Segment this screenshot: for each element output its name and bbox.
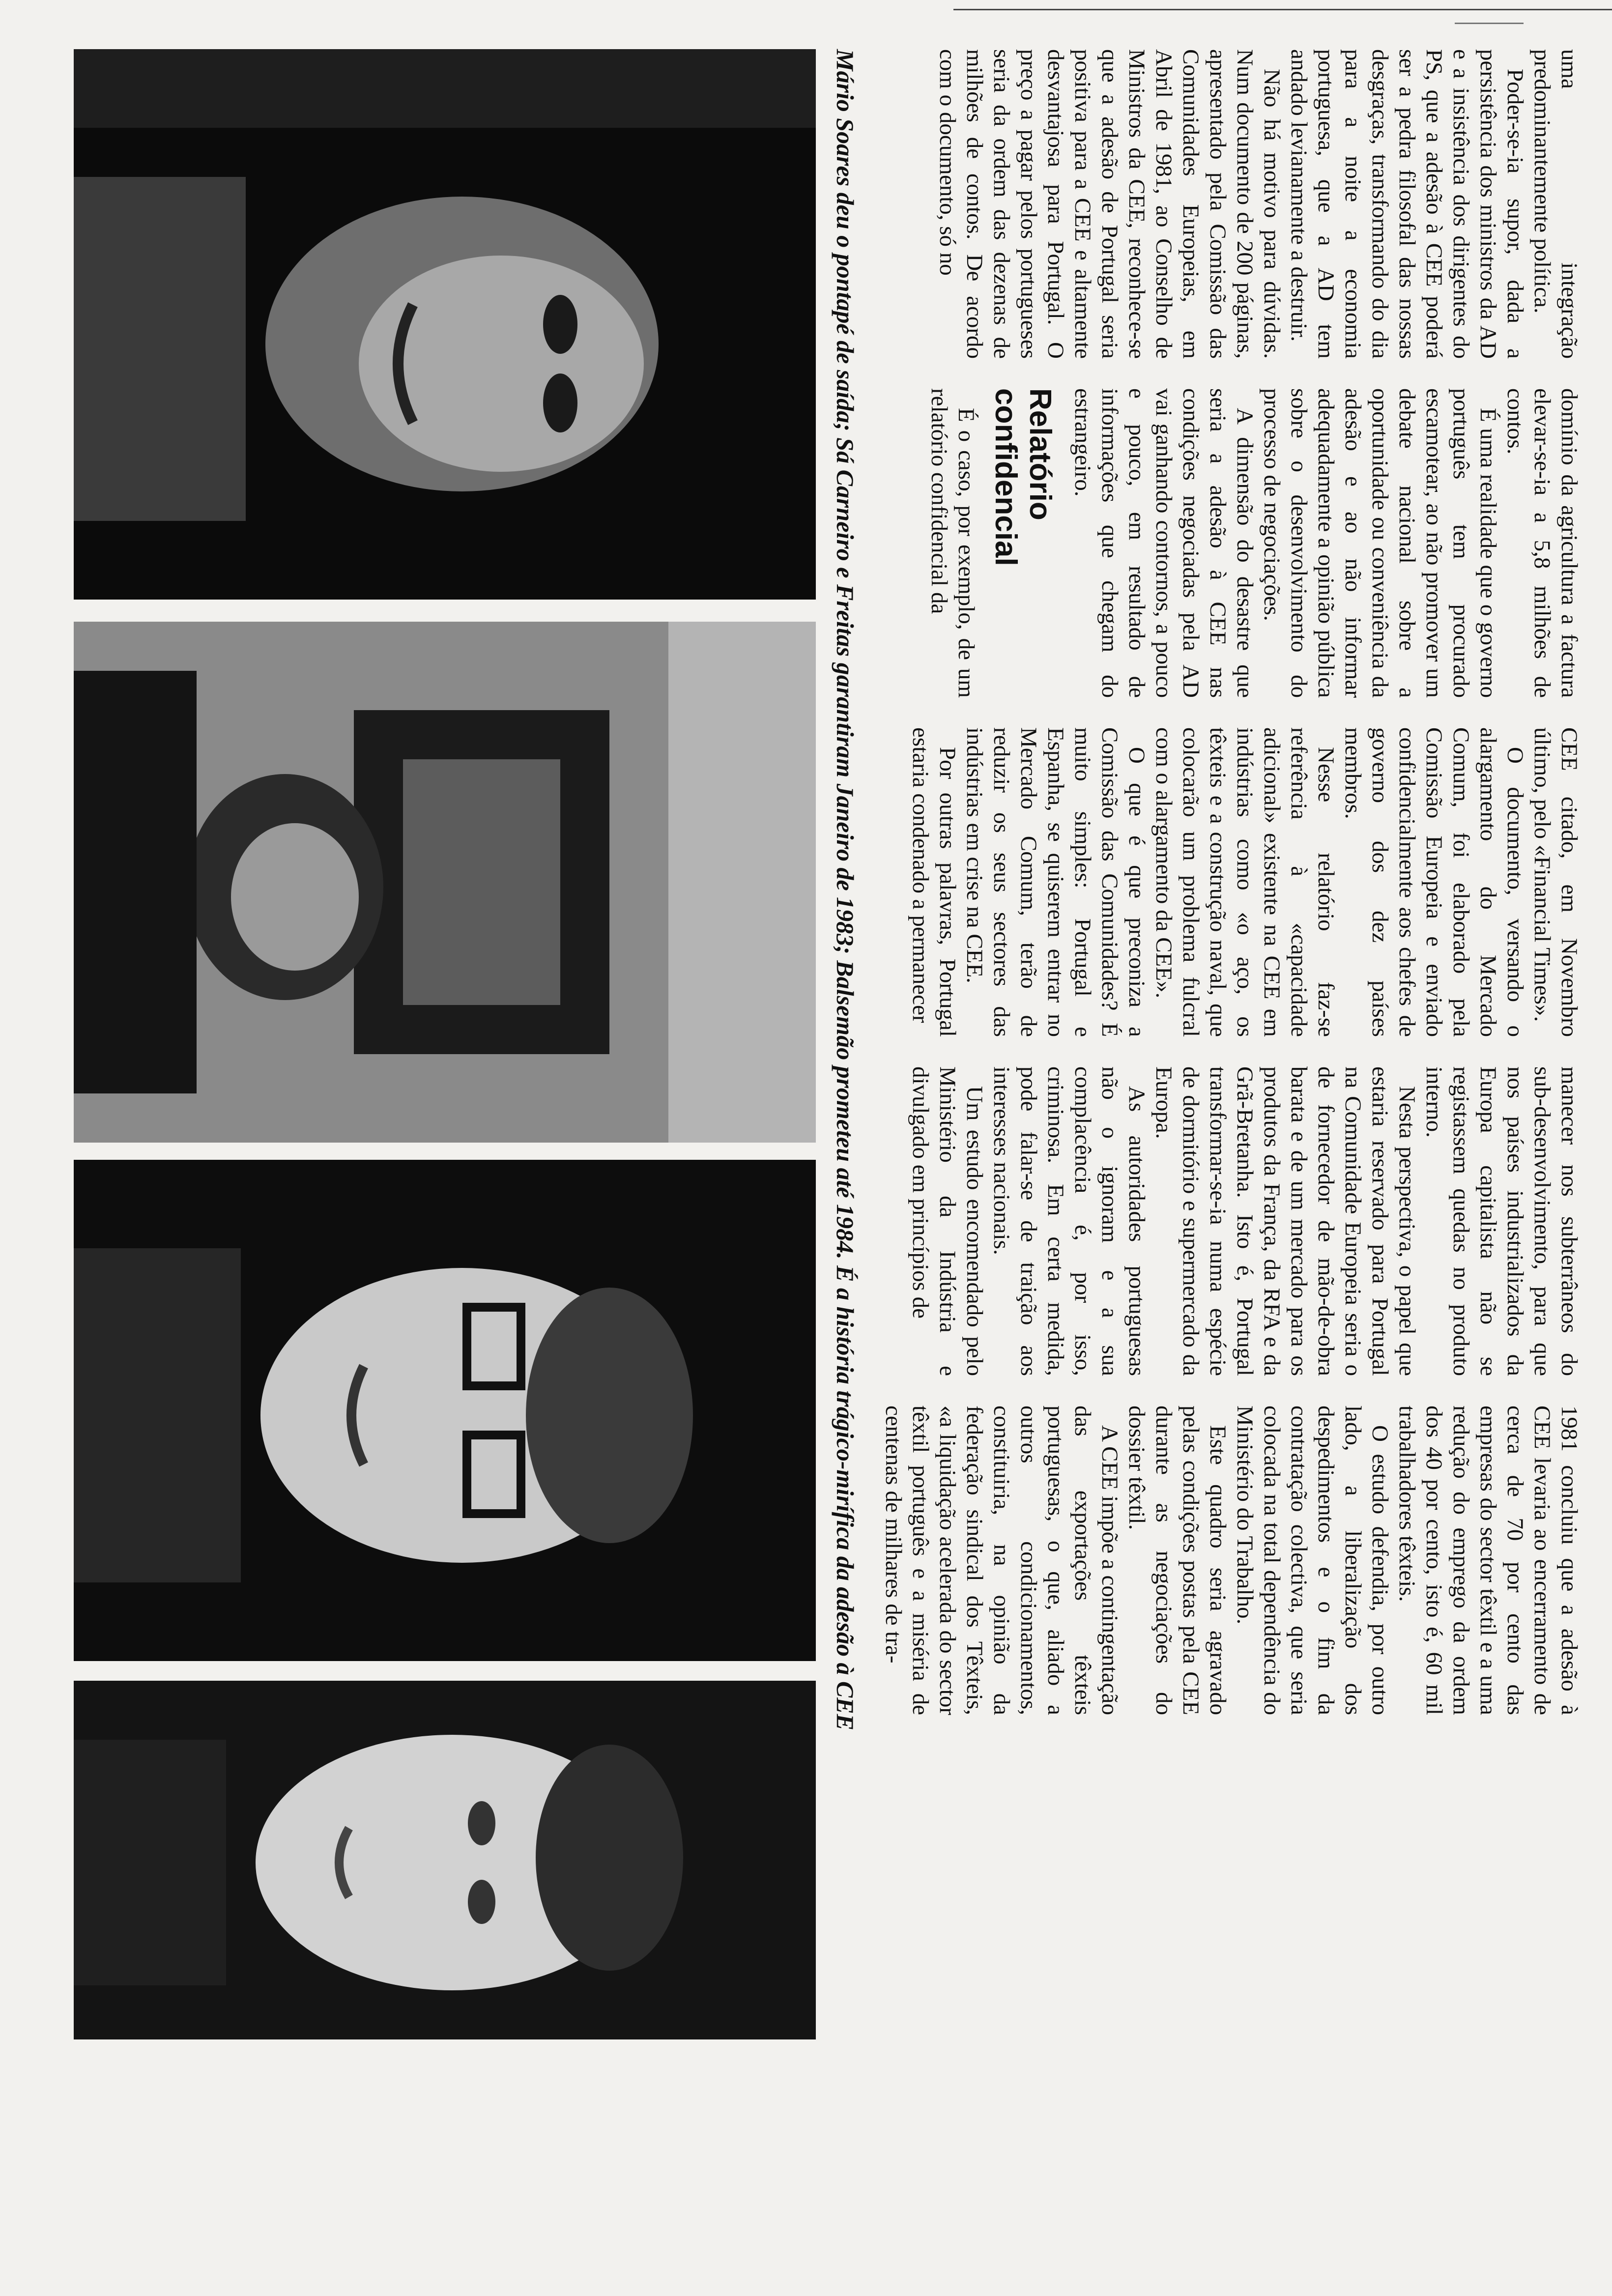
section-heading: Relatório confidencial <box>989 388 1057 566</box>
article-column-5 <box>881 1406 1583 1715</box>
paragraph: O estudo defendia, por outro lado, a liberalização dos despedimentos e o fim da contratação colectiva, que seria colocada na total dependência do Ministério do Trabalho. <box>1232 1406 1393 1715</box>
paragraph: Nesta perspectiva, o papel que estaria reservado para Portugal na Comunidade Europeia seria o de fornecedor de mão-de-obra barata e de um mercado para os produtos da França, da RFA e da Grã-Bretanha. Isto é, Portugal transformar-se-ia numa espécie de dormitório e supermercado da Europa. <box>1151 1066 1420 1376</box>
portrait-photo-icon <box>74 1681 816 2039</box>
photo-fourth-portrait <box>74 1681 816 2039</box>
paragraph: Não há motivo para dúvidas. Num documento de 200 páginas, apresentado pela Comissão das Comunidades Europeias, em Abril de 1981, ao Conselho de Ministros da CEE, reconhece-se que a adesão de Portugal seria positiva para a CEE e altamente desvantajosa para Portugal. O preço a pagar pelos portugueses seria da ordem das dezenas de milhões de contos. De acordo com o documento, só no <box>935 49 1285 359</box>
article-column-2 <box>885 388 1583 698</box>
article-column-4 <box>885 1066 1583 1376</box>
photo-strip <box>74 49 816 2039</box>
paragraph: As autoridades portuguesas não o ignoram e a sua complacência é, por isso, criminosa. Em certa medida, pode falar-se de traição aos interesses nacionais. <box>989 1066 1150 1376</box>
paragraph: domínio da agricultura a factura elevar-se-ia a 5,8 milhões de contos. <box>1502 388 1582 698</box>
photo-mario-soares <box>74 49 816 600</box>
paragraph: A CEE impõe a contingentação das exportações têxteis portuguesas, o que, aliado a outros condicionamentos, constituiria, na opinião da federação sindical dos Têxteis, «a liquidação acelerada do sector têxtil português e a miséria de centenas de milhares de tra- <box>881 1406 1123 1715</box>
photo-balsemao <box>74 1160 816 1661</box>
paragraph: A dimensão do desastre que seria a adesão à CEE nas condições negociadas pela AD vai ganhando contornos, a pouco e pouco, em resultado de informações que chegam do estrangeiro. <box>1070 388 1258 698</box>
photo-sa-carneiro-freitas <box>74 622 816 1143</box>
paragraph: É o caso, por exemplo, de um relatório confidencial da <box>926 388 979 698</box>
portrait-photo-icon <box>74 622 816 1143</box>
paragraph: Nesse relatório faz-se referência à «capacidade adicional» existente na CEE em indústrias como «o aço, os têxteis e a construção naval, que colocarão um problema fulcral com o alargamento da CEE». <box>1151 727 1339 1037</box>
article-body <box>881 49 1583 2084</box>
paragraph: Um estudo encomendado pelo Ministério da Indústria e divulgado em princípios de <box>908 1066 987 1376</box>
paragraph: Por outras palavras, Portugal estaria condenado a permanecer <box>908 727 960 1037</box>
paragraph: O que é que preconiza a Comissão das Comunidades? É muito simples: Portugal e Espanha, se quiserem entrar no Mercado Comum, terão de reduzir os seus sectores das indústrias em crise na CEE. <box>962 727 1150 1037</box>
portrait-photo-icon <box>74 49 816 600</box>
paragraph: uma integração predominantemente política. <box>1529 49 1582 359</box>
article-column-1 <box>885 49 1583 359</box>
photo-caption: Mário Soares deu o pontapé de saída; Sá Carneiro e Freitas garantiram Janeiro de 1983; Balsemão prometeu até 1984. É a história trágico-mirífica da adesão à CEE <box>832 49 859 1730</box>
paragraph: Este quadro seria agravado pelas condições postas pela CEE durante as negociações do dossier têxtil. <box>1124 1406 1231 1715</box>
portrait-photo-icon <box>74 1160 816 1661</box>
paragraph: É uma realidade que o governo português tem procurado escamotear, ao não promover um debate nacional sobre a oportunidade ou conveniência da adesão e ao não informar adequadamente a opinião pública sobre o desenvolvimento do processo de negociações. <box>1259 388 1501 698</box>
paragraph: Poder-se-ia supor, dada a persistência dos ministros da AD e a insistência dos dirigentes do PS, que a adesão à CEE poderá ser a pedra filosofal das nossas desgraças, transformando do dia para a noite a economia portuguesa, que a AD tem andado levianamente a destruir. <box>1286 49 1528 359</box>
paragraph: CEE citado, em Novembro último, pelo «Financial Times». <box>1529 727 1582 1037</box>
paragraph: manecer nos subterrâneos do sub-desenvolvimento, para que nos países industrializados da Europa capitalista não se registassem quedas no produto interno. <box>1421 1066 1582 1376</box>
paragraph: 1981 concluiu que a adesão à CEE levaria ao encerramento de cerca de 70 por cento das empresas do sector têxtil e a uma redução do emprego da ordem dos 40 por cento, isto é, 60 mil trabalhadores têxteis. <box>1394 1406 1582 1715</box>
article-column-3 <box>885 727 1583 1037</box>
paragraph: O documento, versando o alargamento do Mercado Comum, foi elaborado pela Comissão Europeia e enviado confidencialmente aos chefes de governo dos dez países membros. <box>1340 727 1528 1037</box>
